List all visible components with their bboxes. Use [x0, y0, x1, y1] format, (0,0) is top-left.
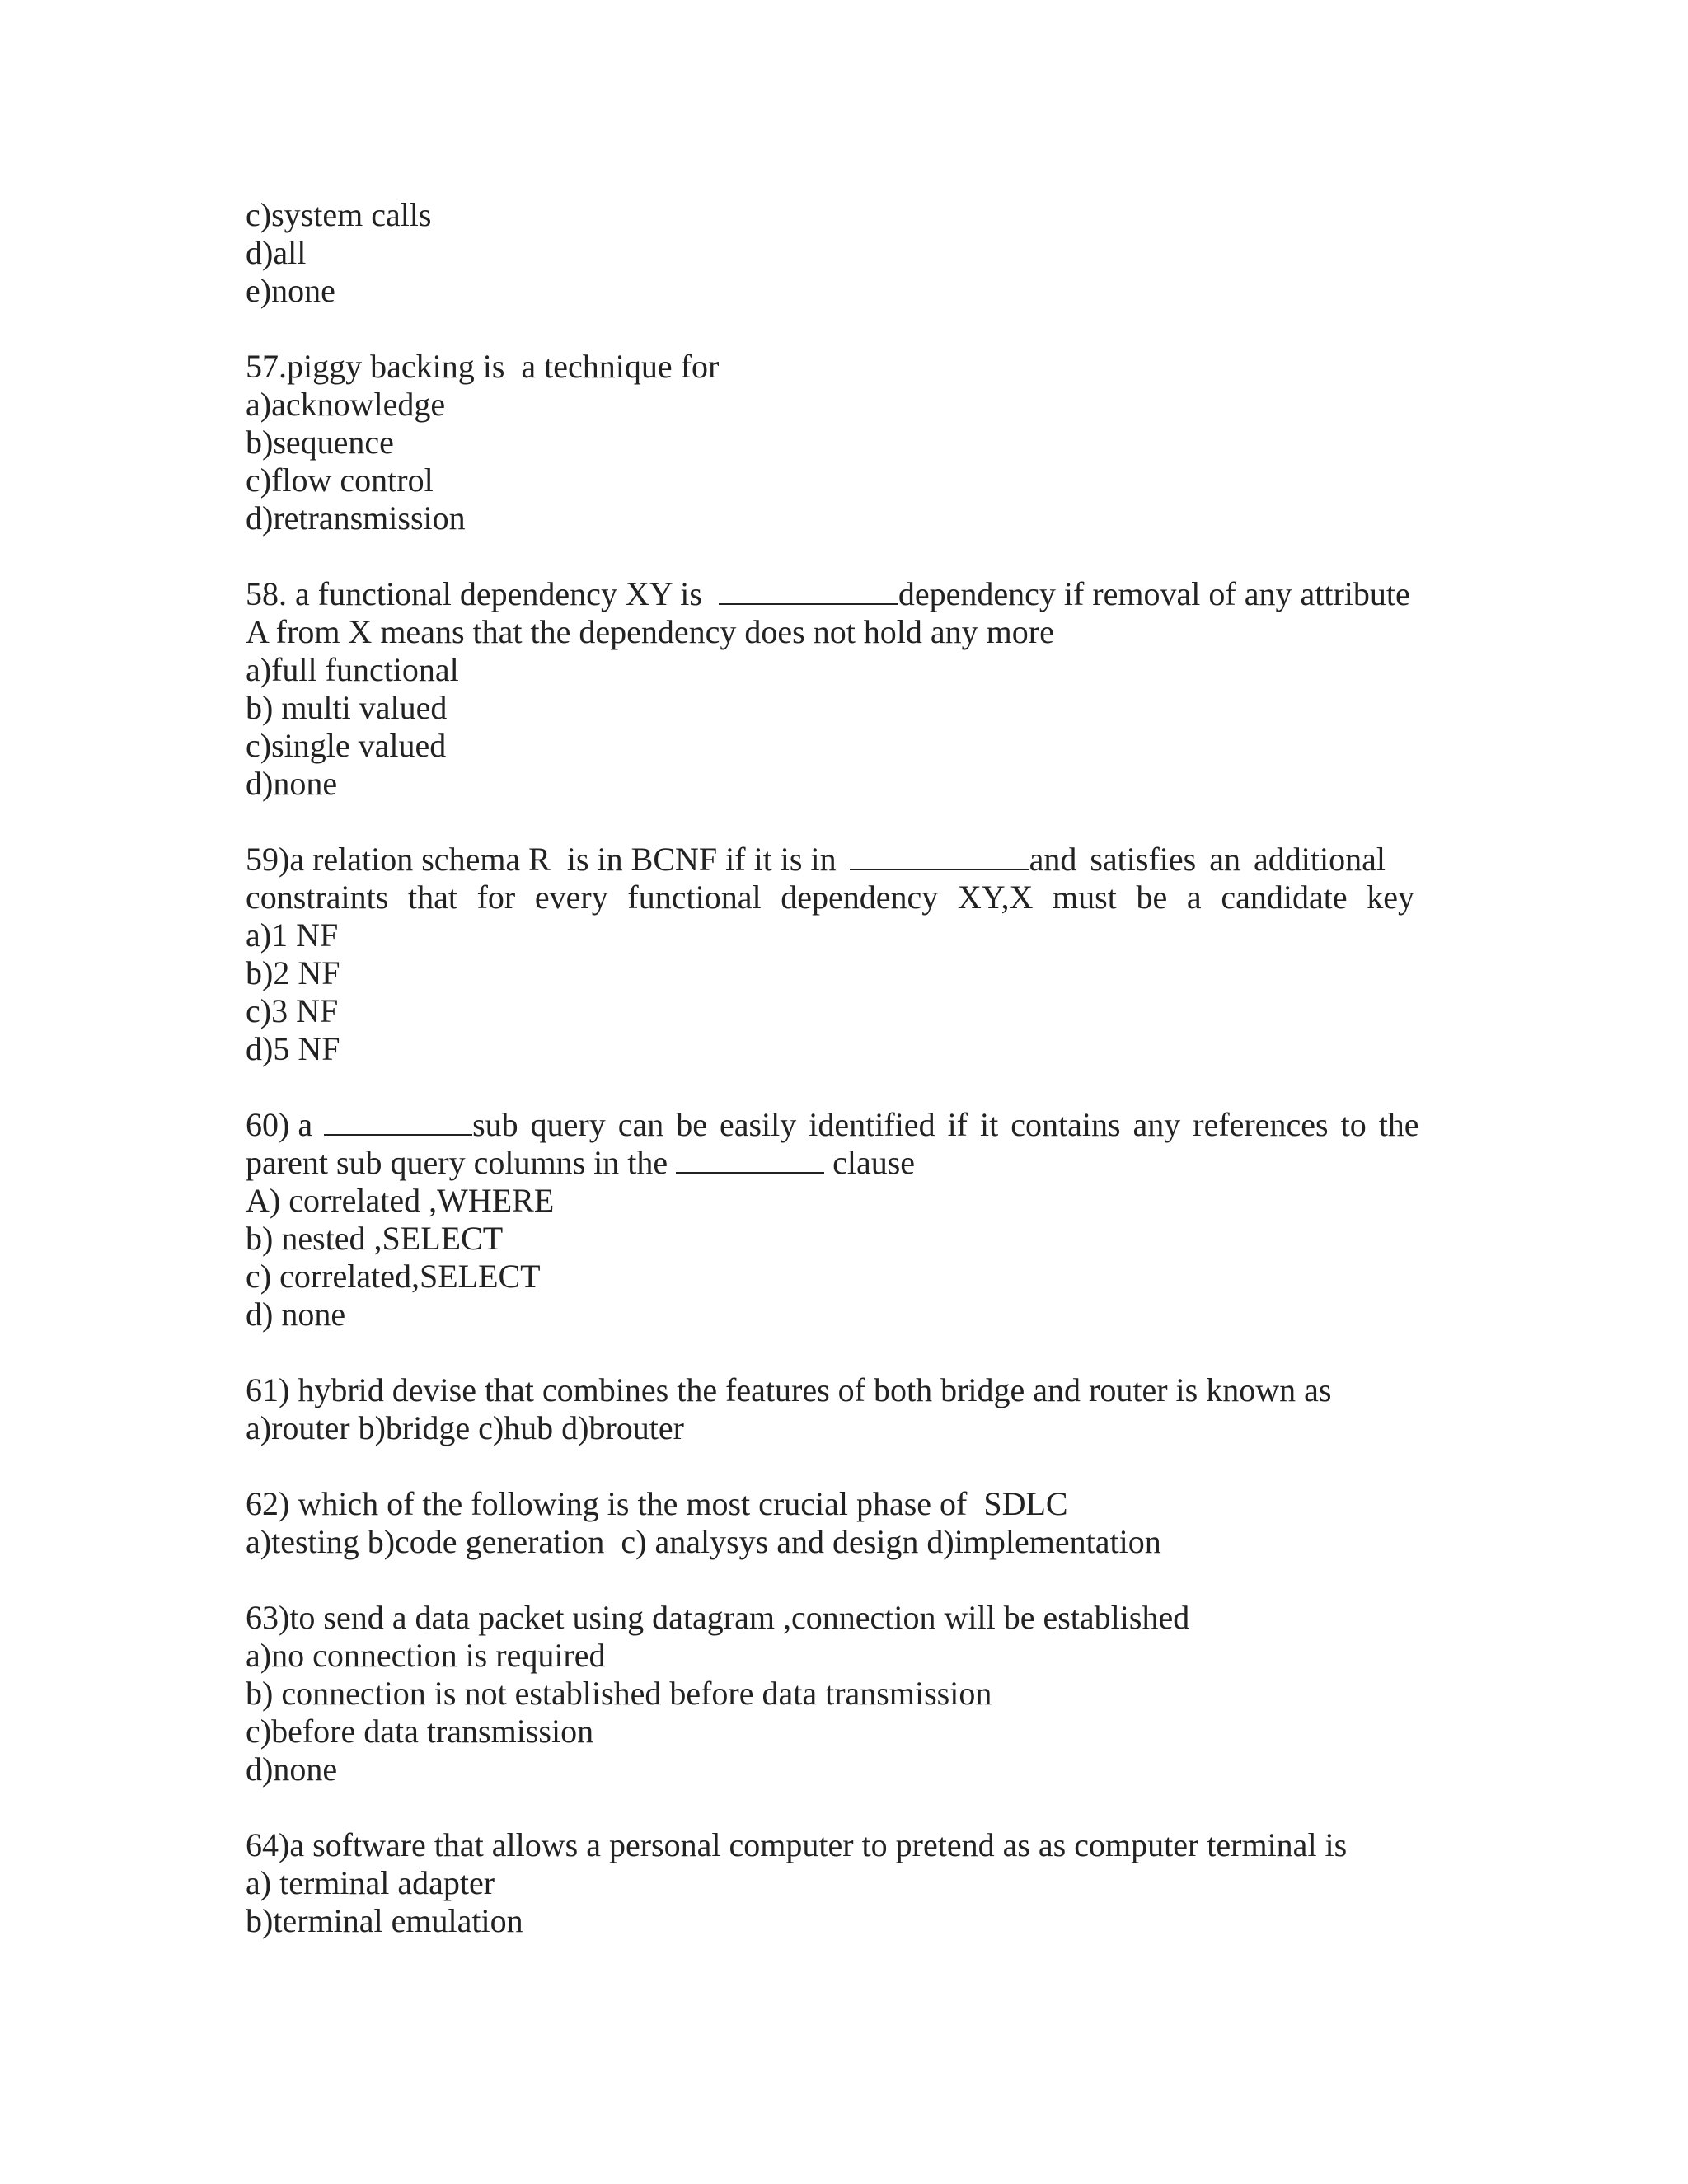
spacer [246, 803, 1432, 841]
question-60 [246, 1106, 1432, 1333]
question-text-part2: and satisfies an additional [1029, 841, 1386, 878]
question-text-part2: sub query can be easily identified if it contains any references to the [472, 1106, 1419, 1143]
option-b: b)2 NF [246, 954, 340, 991]
question-text: 61) hybrid devise that combines the features of both bridge and router is known as [246, 1371, 1332, 1408]
option-b: b)sequence [246, 424, 394, 461]
spacer [246, 1447, 1432, 1485]
answer-blank [719, 579, 898, 605]
option-d: d) none [246, 1296, 346, 1333]
option-b: b) nested ,SELECT [246, 1220, 504, 1257]
question-text-line2: A from X means that the dependency does not hold any more [246, 613, 1054, 650]
question-text-part1: 58. a functional dependency XY is [246, 575, 702, 612]
spacer [246, 1068, 1432, 1106]
question-text-line1 [246, 1106, 1432, 1144]
question-57 [246, 348, 1432, 537]
question-59 [246, 841, 1432, 1068]
option-a: a)full functional [246, 651, 459, 688]
option-e: e)none [246, 272, 335, 309]
spacer [246, 1561, 1432, 1599]
question-text-line2 [246, 1144, 1432, 1182]
question-text-part1: 60) a [246, 1106, 313, 1143]
spacer [246, 310, 1432, 348]
option-a: a)acknowledge [246, 386, 446, 423]
option-b: b) connection is not established before data transmission [246, 1675, 992, 1712]
question-text: 62) which of the following is the most crucial phase of SDLC [246, 1485, 1068, 1522]
page-content [246, 196, 1432, 1940]
question-64 [246, 1826, 1432, 1940]
option-d: d)all [246, 234, 307, 271]
question-63 [246, 1599, 1432, 1788]
question-text: 57.piggy backing is a technique for [246, 348, 720, 385]
option-d: d)5 NF [246, 1030, 340, 1067]
answer-blank-1 [324, 1109, 472, 1136]
question-text-line2-part1: parent sub query columns in the [246, 1144, 668, 1181]
question-text-part1: 59)a relation schema R is in BCNF if it is in [246, 841, 837, 878]
option-a: a) terminal adapter [246, 1864, 495, 1901]
option-a: a)1 NF [246, 916, 339, 954]
option-c: c)flow control [246, 462, 434, 499]
option-c: c)before data transmission [246, 1713, 594, 1750]
spacer [246, 1333, 1432, 1371]
question-text: 64)a software that allows a personal computer to pretend as as computer terminal is [246, 1826, 1348, 1863]
question-text-line2: constraints that for every functional dependency XY,X must be a candidate key [246, 879, 1414, 916]
spacer [246, 537, 1432, 575]
option-d: d)retransmission [246, 499, 466, 537]
options-line: a)router b)bridge c)hub d)brouter [246, 1409, 684, 1446]
spacer [246, 1788, 1432, 1826]
question-text: 63)to send a data packet using datagram ,connection will be established [246, 1599, 1190, 1636]
question-text-line2-part2: clause [832, 1144, 916, 1181]
option-c: c)single valued [246, 727, 447, 764]
question-58 [246, 575, 1432, 803]
option-c: c)system calls [246, 196, 432, 233]
answer-blank [850, 844, 1029, 870]
question-text-part2: dependency if removal of any attribute [898, 575, 1410, 612]
option-d: d)none [246, 765, 338, 802]
question-text-line1 [246, 841, 1432, 879]
question-text-line1 [246, 575, 1432, 613]
option-c: c)3 NF [246, 992, 339, 1029]
question-61 [246, 1371, 1432, 1447]
option-d: d)none [246, 1750, 338, 1788]
option-a: a)no connection is required [246, 1637, 606, 1674]
options-line: a)testing b)code generation c) analysys and design d)implementation [246, 1523, 1161, 1560]
answer-blank-2 [676, 1147, 824, 1174]
question-56-continuation [246, 196, 1432, 310]
option-b: b)terminal emulation [246, 1902, 523, 1939]
option-b: b) multi valued [246, 689, 448, 726]
question-62 [246, 1485, 1432, 1561]
option-c: c) correlated,SELECT [246, 1258, 541, 1295]
option-a: A) correlated ,WHERE [246, 1182, 555, 1219]
